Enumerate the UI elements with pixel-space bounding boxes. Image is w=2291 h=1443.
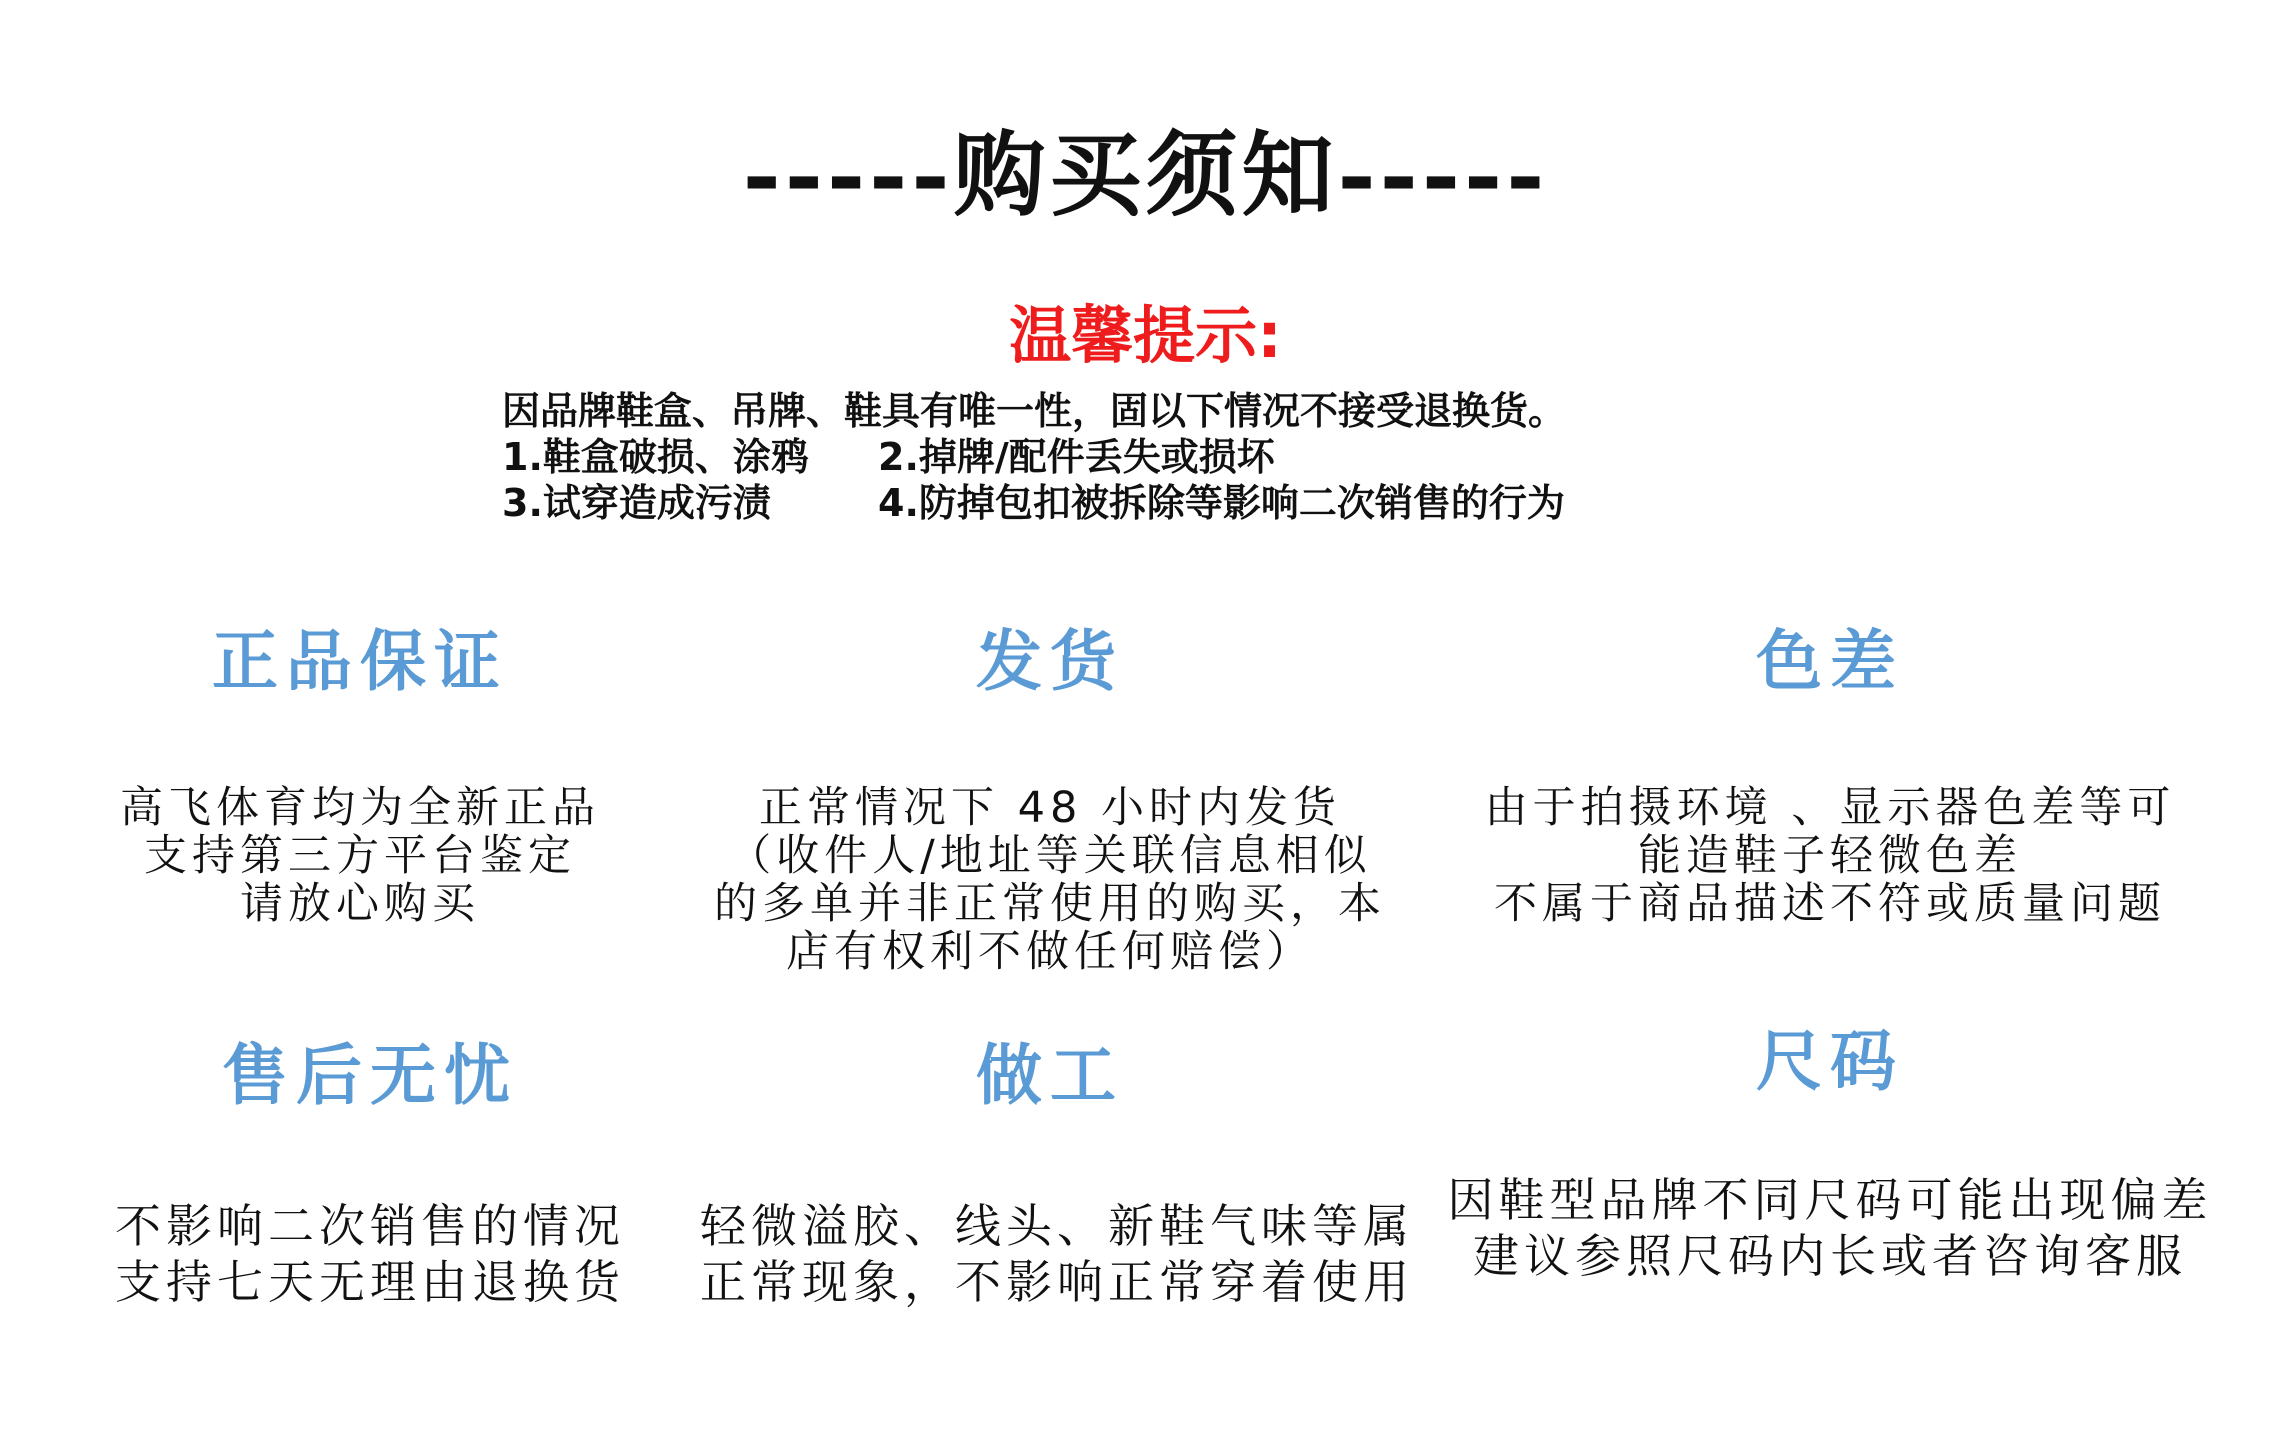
section-authentic-body (80, 784, 640, 928)
section-authentic (80, 622, 640, 928)
section-color-line: 不属于商品描述不符或质量问题 (1494, 879, 2166, 929)
section-workmanship-line: 正常现象，不影响正常穿着使用 (700, 1255, 1414, 1309)
notice-block (0, 298, 2291, 374)
section-authentic-line: 高飞体育均为全新正品 (120, 783, 600, 833)
section-aftersale-line: 支持七天无理由退换货 (115, 1255, 625, 1309)
section-workmanship (700, 1036, 1414, 1310)
notice-item-1: 1.鞋盒破损、涂鸦 (502, 435, 809, 479)
section-aftersale (80, 1036, 660, 1310)
section-color (1440, 622, 2220, 928)
section-shipping-line: 的多单并非正常使用的购买，本 (714, 879, 1386, 929)
section-color-body (1440, 784, 2220, 928)
section-size-line: 因鞋型品牌不同尺码可能出现偏差 (1447, 1173, 2213, 1227)
notice-item-3: 3.试穿造成污渍 (502, 481, 771, 525)
section-aftersale-body (80, 1198, 660, 1310)
section-color-line: 能造鞋子轻微色差 (1638, 831, 2022, 881)
section-shipping-title: 发货 (976, 623, 1124, 700)
section-shipping-body (700, 784, 1400, 976)
notice-row-1 (502, 434, 1566, 480)
section-authentic-line: 请放心购买 (240, 879, 480, 929)
section-color-line: 由于拍摄环境 、显示器色差等可 (1484, 783, 2176, 833)
notice-item-2: 2.掉牌/配件丢失或损坏 (878, 435, 1275, 479)
section-size-body (1440, 1172, 2220, 1284)
section-workmanship-line: 轻微溢胶、线头、新鞋气味等属 (700, 1199, 1414, 1253)
section-workmanship-body (700, 1198, 1414, 1310)
section-authentic-title: 正品保证 (212, 623, 508, 700)
section-workmanship-title: 做工 (976, 1037, 1124, 1114)
section-shipping-line: 店有权利不做任何赔偿） (786, 927, 1314, 977)
section-color-title: 色差 (1756, 623, 1904, 700)
page-title: -----购买须知----- (742, 121, 1549, 229)
section-shipping (700, 622, 1400, 976)
section-shipping-line: （收件人/地址等关联信息相似 (728, 831, 1372, 881)
section-shipping-line: 正常情况下 48 小时内发货 (758, 783, 1342, 833)
notice-intro: 因品牌鞋盒、吊牌、鞋具有唯一性，固以下情况不接受退换货。 (502, 389, 1567, 433)
section-authentic-line: 支持第三方平台鉴定 (144, 831, 576, 881)
notice-heading: 温馨提示: (1009, 299, 1282, 372)
notice-body (502, 388, 1566, 526)
notice-item-4: 4.防掉包扣被拆除等影响二次销售的行为 (878, 481, 1565, 525)
notice-row-2 (502, 480, 1566, 526)
section-aftersale-line: 不影响二次销售的情况 (115, 1199, 625, 1253)
section-size (1440, 1022, 2220, 1284)
section-size-line: 建议参照尺码内长或者咨询客服 (1473, 1229, 2187, 1283)
section-size-title: 尺码 (1756, 1023, 1904, 1100)
section-aftersale-title: 售后无忧 (222, 1037, 518, 1114)
